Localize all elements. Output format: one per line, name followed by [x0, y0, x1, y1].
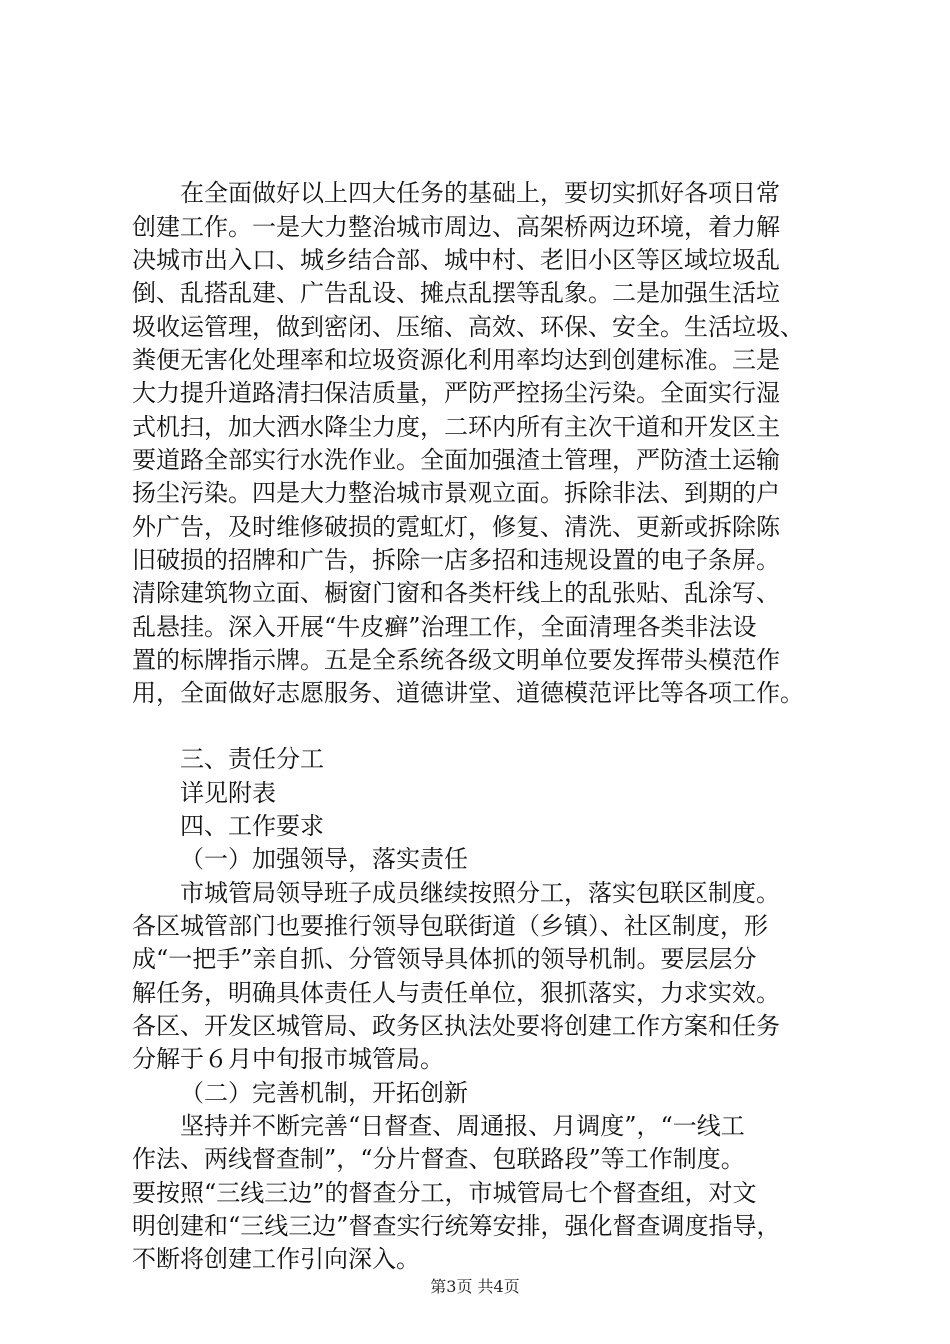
subsection-heading: （二）完善机制，开拓创新: [180, 1079, 468, 1107]
paragraph-line: 坚持并不断完善“日督查、周通报、月调度”，“一线工: [180, 1112, 745, 1140]
section-heading: 三、责任分工: [180, 745, 324, 773]
paragraph-line: 各区、开发区城管局、政务区执法处要将创建工作方案和任务: [132, 1012, 780, 1040]
paragraph-line: 圾收运管理，做到密闭、压缩、高效、环保、安全。生活垃圾、: [132, 313, 804, 341]
paragraph-line: 决城市出入口、城乡结合部、城中村、老旧小区等区域垃圾乱: [132, 246, 780, 274]
paragraph-line: 旧破损的招牌和广告，拆除一店多招和违规设置的电子条屏。: [132, 546, 780, 574]
paragraph-line: 不断将创建工作引向深入。: [132, 1245, 420, 1273]
paragraph-line: 倒、乱搭乱建、广告乱设、摊点乱摆等乱象。二是加强生活垃: [132, 279, 780, 307]
body-text: 详见附表: [180, 779, 276, 807]
paragraph-line: 用，全面做好志愿服务、道德讲堂、道德模范评比等各项工作。: [132, 679, 804, 707]
paragraph-line: 各区城管部门也要推行领导包联街道（乡镇）、社区制度，形: [132, 912, 768, 940]
paragraph-line: 解任务，明确具体责任人与责任单位，狠抓落实，力求实效。: [132, 979, 780, 1007]
paragraph-line: 置的标牌指示牌。五是全系统各级文明单位要发挥带头模范作: [132, 646, 780, 674]
paragraph-line: 要道路全部实行水洗作业。全面加强渣土管理，严防渣土运输: [132, 446, 780, 474]
paragraph-line: 分解于６月中旬报市城管局。: [132, 1045, 444, 1073]
section-heading: 四、工作要求: [180, 812, 324, 840]
paragraph-line: 大力提升道路清扫保洁质量，严防严控扬尘污染。全面实行湿: [132, 379, 780, 407]
paragraph-line: 明创建和“三线三边”督查实行统筹安排，强化督查调度指导，: [132, 1212, 781, 1240]
paragraph-line: 粪便无害化处理率和垃圾资源化利用率均达到创建标准。三是: [132, 346, 780, 374]
paragraph-line: 清除建筑物立面、橱窗门窗和各类杆线上的乱张贴、乱涂写、: [132, 579, 780, 607]
paragraph-line: 式机扫，加大洒水降尘力度，二环内所有主次干道和开发区主: [132, 413, 780, 441]
paragraph-line: 在全面做好以上四大任务的基础上，要切实抓好各项日常: [180, 179, 780, 207]
page-footer: 第3页 共4页: [430, 1277, 520, 1296]
paragraph-line: 要按照“三线三边”的督查分工，市城管局七个督查组，对文: [132, 1179, 757, 1207]
paragraph-line: 乱悬挂。深入开展“牛皮癣”治理工作，全面清理各类非法设: [132, 613, 757, 641]
paragraph-line: 市城管局领导班子成员继续按照分工，落实包联区制度。: [180, 879, 780, 907]
paragraph-line: 创建工作。一是大力整治城市周边、高架桥两边环境，着力解: [132, 213, 780, 241]
paragraph-line: 作法、两线督查制”，“分片督查、包联路段”等工作制度。: [132, 1145, 745, 1173]
paragraph-line: 扬尘污染。四是大力整治城市景观立面。拆除非法、到期的户: [132, 479, 780, 507]
paragraph-line: 成“一把手”亲自抓、分管领导具体抓的领导机制。要层层分: [132, 945, 757, 973]
paragraph-line: 外广告，及时维修破损的霓虹灯，修复、清洗、更新或拆除陈: [132, 513, 780, 541]
subsection-heading: （一）加强领导，落实责任: [180, 845, 468, 873]
